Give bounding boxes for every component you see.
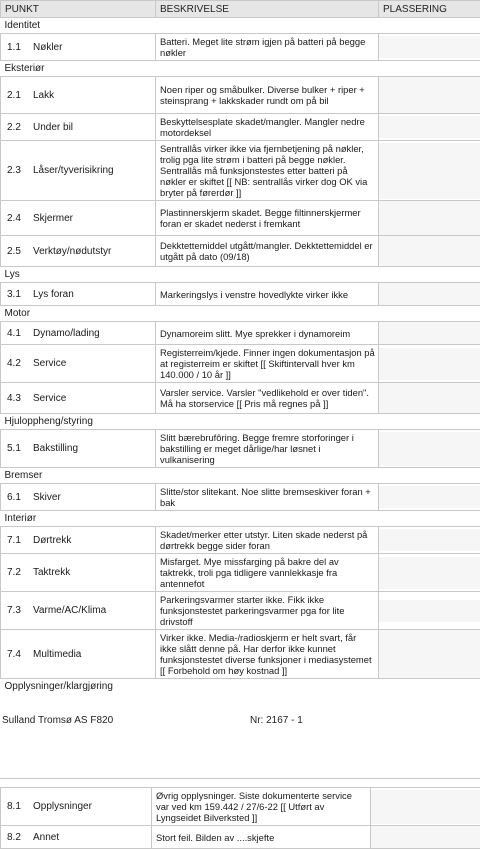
- punkt-cell: [1, 383, 156, 414]
- punkt-cell: [1, 34, 156, 61]
- punkt-cell: [1, 283, 156, 306]
- section-heading: Interiør: [1, 511, 480, 527]
- item-label: Skjermer: [33, 213, 155, 224]
- beskrivelse-cell: [152, 826, 371, 849]
- item-description: Dekktettemiddel utgått/mangler. Dekktettemiddel er utgått på dato (09/18): [156, 239, 378, 263]
- plassering-cell: [379, 430, 480, 468]
- header-plassering: PLASSERING: [379, 1, 480, 18]
- item-description: Plastinnerskjerm skadet. Begge filtinnerskjermer foran er skadet nederst i fremkant: [156, 206, 378, 230]
- item-number: 4.2: [7, 358, 33, 369]
- item-number: 2.4: [7, 213, 33, 224]
- item-number: 5.1: [7, 443, 33, 454]
- item-description: Skadet/merker etter utstyr. Liten skade nederst på dørtrekk begge sider foran: [156, 528, 378, 552]
- item-description: Virker ikke. Media-/radioskjerm er helt svart, får ikke slått denne på. Har derfor ikke kunnet funksjonstestet diverse funksjoner i mediasystemet [[ Forbehold om høy kostnad ]]: [156, 631, 378, 677]
- punkt-cell: [1, 788, 152, 826]
- item-number: 2.3: [7, 165, 33, 176]
- item-label: Dynamo/lading: [33, 328, 155, 339]
- item-label: Bakstilling: [33, 443, 155, 454]
- item-description: Sentrallås virker ikke via fjernbetjening på nøkler, trolig pga lite strøm i batteri på begge nøkler. Sentrallås må funksjonstestes etter batteri på nøkler er skiftet [[ NB: sentrallås virker dog OK via bryter på førerdør ]]: [156, 142, 378, 199]
- plassering-cell: [379, 283, 480, 306]
- plassering-cell: [379, 141, 480, 201]
- section-heading-row: [1, 306, 480, 322]
- item-label: Under bil: [33, 122, 155, 133]
- item-label: Service: [33, 358, 155, 369]
- beskrivelse-cell: [156, 34, 379, 61]
- footer-company: Sulland Tromsø AS F820: [2, 715, 250, 726]
- item-label: Opplysninger: [33, 801, 151, 812]
- item-label: Skiver: [33, 492, 155, 503]
- plassering-cell: [379, 114, 480, 141]
- punkt-cell: [1, 141, 156, 201]
- beskrivelse-cell: [156, 283, 379, 306]
- plassering-cell: [379, 527, 480, 554]
- item-description: Registerreim/kjede. Finner ingen dokumentasjon på at registerreim er skiftet [[ Skiftintervall hver km 140.000 / 10 år ]]: [156, 346, 378, 381]
- punkt-cell: [1, 592, 156, 630]
- beskrivelse-cell: [156, 554, 379, 592]
- plassering-cell: [379, 345, 480, 383]
- item-label: Dørtrekk: [33, 535, 155, 546]
- table-row: [1, 554, 480, 592]
- table-row: [1, 592, 480, 630]
- item-number: 7.1: [7, 535, 33, 546]
- item-number: 1.1: [7, 42, 33, 53]
- page-break: [0, 730, 480, 779]
- beskrivelse-cell: [156, 141, 379, 201]
- table-row: [1, 484, 480, 511]
- plassering-cell: [379, 630, 480, 679]
- table-row: [1, 630, 480, 679]
- table-row: [1, 430, 480, 468]
- item-number: 4.1: [7, 328, 33, 339]
- beskrivelse-cell: [156, 114, 379, 141]
- punkt-cell: [1, 236, 156, 267]
- plassering-cell: [379, 383, 480, 414]
- item-number: 3.1: [7, 289, 33, 300]
- punkt-cell: [1, 630, 156, 679]
- item-description: Markeringslys i venstre hovedlykte virker ikke: [156, 288, 378, 301]
- section-heading: Bremser: [1, 468, 480, 484]
- beskrivelse-cell: [156, 383, 379, 414]
- section-heading: Identitet: [1, 18, 480, 34]
- item-label: Varme/AC/Klima: [33, 605, 155, 616]
- beskrivelse-cell: [156, 322, 379, 345]
- item-description: Stort feil. Bilden av ....skjefte: [152, 831, 370, 844]
- table-row: [1, 345, 480, 383]
- item-label: Lys foran: [33, 289, 155, 300]
- plassering-cell: [371, 788, 480, 826]
- item-number: 4.3: [7, 393, 33, 404]
- beskrivelse-cell: [156, 77, 379, 114]
- section-heading: Motor: [1, 306, 480, 322]
- item-number: 7.2: [7, 567, 33, 578]
- table-row: [1, 141, 480, 201]
- item-label: Multimedia: [33, 649, 155, 660]
- item-description: Parkeringsvarmer starter ikke. Fikk ikke funksjonstestet parkeringsvarmer pga for lite drivstoff: [156, 593, 378, 628]
- section-heading: Lys: [1, 267, 480, 283]
- table-row: [1, 236, 480, 267]
- item-description: Dynamoreim slitt. Mye sprekker i dynamoreim: [156, 327, 378, 340]
- item-description: Slitt bærebrufôring. Begge fremre storforinger i bakstilling er meget dårlige/har løsnet i vulkanisering: [156, 431, 378, 466]
- section-heading-row: [1, 267, 480, 283]
- section-heading-row: [1, 511, 480, 527]
- beskrivelse-cell: [156, 201, 379, 236]
- section-heading-row: [1, 61, 480, 77]
- item-description: Batteri. Meget lite strøm igjen på batteri på begge nøkler: [156, 35, 378, 59]
- plassering-cell: [379, 322, 480, 345]
- item-description: Misfarget. Mye missfarging på bakre del av taktrekk, troli pga tidligere vannlekkasje fra antennefot: [156, 555, 378, 590]
- table-row: [1, 114, 480, 141]
- beskrivelse-cell: [156, 345, 379, 383]
- item-description: Øvrig opplysninger. Siste dokumenterte service var ved km 159.442 / 27/6-22 [[ Utført av Lyngseidet Bilverksted ]]: [152, 789, 370, 824]
- table-row: [1, 383, 480, 414]
- item-number: 7.3: [7, 605, 33, 616]
- table-row: [1, 322, 480, 345]
- item-number: 7.4: [7, 649, 33, 660]
- punkt-cell: [1, 114, 156, 141]
- punkt-cell: [1, 484, 156, 511]
- section-heading: Eksteriør: [1, 61, 480, 77]
- punkt-cell: [1, 430, 156, 468]
- item-description: Noen riper og småbulker. Diverse bulker + riper + steinsprang + lakkskader rundt om på bil: [156, 83, 378, 107]
- item-description: Beskyttelsesplate skadet/mangler. Mangler nedre motordeksel: [156, 115, 378, 139]
- item-label: Taktrekk: [33, 567, 155, 578]
- beskrivelse-cell: [156, 592, 379, 630]
- beskrivelse-cell: [152, 788, 371, 826]
- table-row: [1, 283, 480, 306]
- beskrivelse-cell: [156, 630, 379, 679]
- table-header-row: [1, 1, 480, 18]
- table-row: [1, 788, 480, 826]
- plassering-cell: [379, 34, 480, 61]
- punkt-cell: [1, 77, 156, 114]
- item-label: Låser/tyverisikring: [33, 165, 155, 176]
- header-punkt: PUNKT: [1, 1, 156, 18]
- item-description: Slitte/stor slitekant. Noe slitte bremseskiver foran + bak: [156, 485, 378, 509]
- item-label: Annet: [33, 832, 151, 843]
- plassering-cell: [371, 826, 480, 849]
- item-number: 2.1: [7, 90, 33, 101]
- section-heading-row: [1, 414, 480, 430]
- plassering-cell: [379, 554, 480, 592]
- item-number: 8.2: [7, 832, 33, 843]
- section-heading-row: [1, 468, 480, 484]
- table-row: [1, 34, 480, 61]
- beskrivelse-cell: [156, 484, 379, 511]
- table-row: [1, 527, 480, 554]
- punkt-cell: [1, 345, 156, 383]
- plassering-cell: [379, 77, 480, 114]
- punkt-cell: [1, 554, 156, 592]
- table-row: [1, 77, 480, 114]
- section-heading-row: [1, 18, 480, 34]
- table-row: [1, 201, 480, 236]
- item-number: 2.2: [7, 122, 33, 133]
- punkt-cell: [1, 527, 156, 554]
- punkt-cell: [1, 201, 156, 236]
- section-heading: Opplysninger/klargjøring: [1, 679, 480, 695]
- plassering-cell: [379, 236, 480, 267]
- footer-page-number: Nr: 2167 - 1: [250, 715, 303, 726]
- punkt-cell: [1, 826, 152, 849]
- beskrivelse-cell: [156, 236, 379, 267]
- section-heading: Hjuloppheng/styring: [1, 414, 480, 430]
- punkt-cell: [1, 322, 156, 345]
- header-beskrivelse: BESKRIVELSE: [156, 1, 379, 18]
- item-label: Service: [33, 393, 155, 404]
- page-footer: [0, 710, 480, 730]
- item-label: Nøkler: [33, 42, 155, 53]
- plassering-cell: [379, 484, 480, 511]
- item-label: Lakk: [33, 90, 155, 101]
- beskrivelse-cell: [156, 430, 379, 468]
- inspection-table-page-2: [0, 787, 480, 849]
- item-label: Verktøy/nødutstyr: [33, 246, 155, 257]
- section-heading-row: [1, 679, 480, 695]
- plassering-cell: [379, 592, 480, 630]
- item-number: 2.5: [7, 246, 33, 257]
- plassering-cell: [379, 201, 480, 236]
- beskrivelse-cell: [156, 527, 379, 554]
- item-number: 6.1: [7, 492, 33, 503]
- table-row: [1, 826, 480, 849]
- item-number: 8.1: [7, 801, 33, 812]
- item-description: Varsler service. Varsler "vedlikehold er over tiden". Må ha storservice [[ Pris må regnes på ]]: [156, 386, 378, 410]
